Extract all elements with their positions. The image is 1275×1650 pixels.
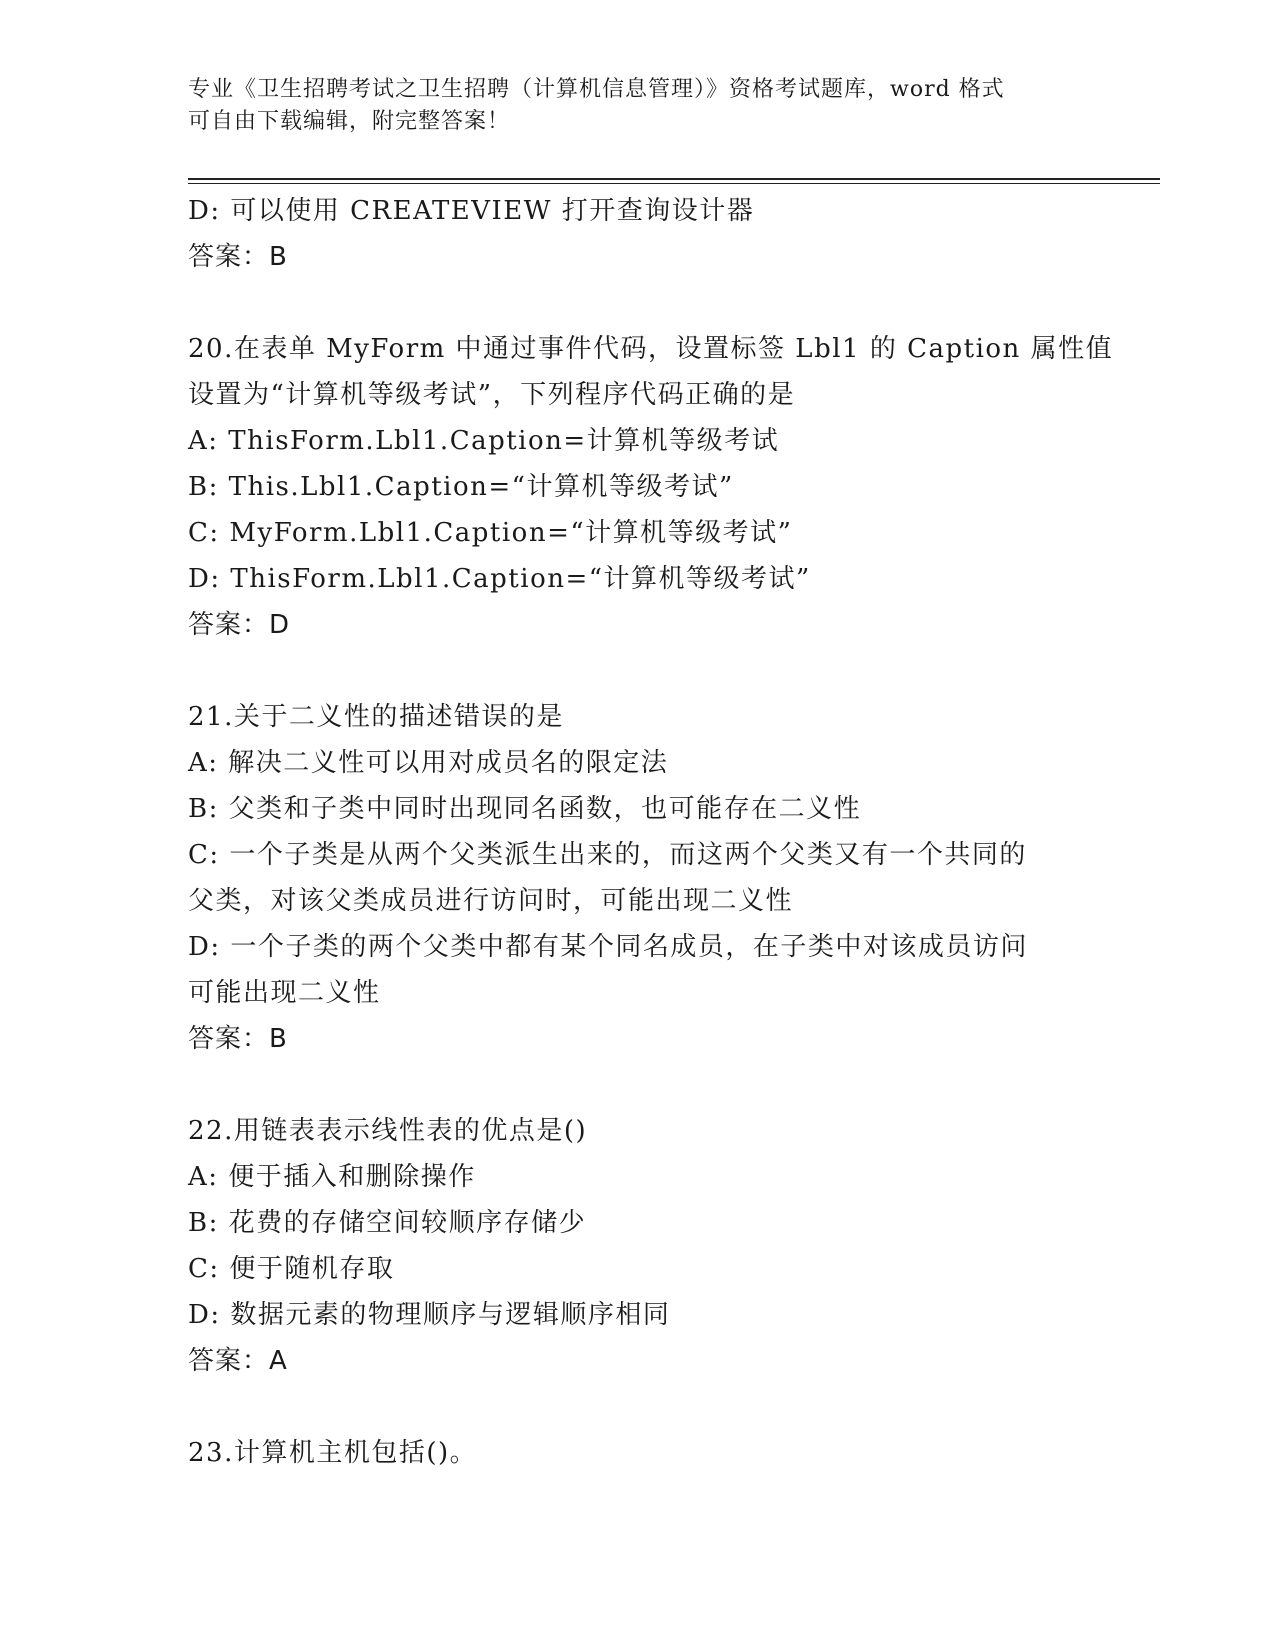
header-divider-thin	[188, 183, 1160, 184]
question-21	[188, 694, 1088, 1062]
question-21-option-c-2: 父类，对该父类成员进行访问时，可能出现二义性	[188, 886, 794, 916]
question-22-option-c: C: 便于随机存取	[188, 1254, 395, 1284]
question-20-option-d: D: ThisForm.Lbl1.Caption=“计算机等级考试”	[188, 564, 811, 594]
question-21-option-d-1: D: 一个子类的两个父类中都有某个同名成员，在子类中对该成员访问	[188, 932, 1028, 962]
question-21-stem: 21.关于二义性的描述错误的是	[188, 702, 564, 732]
question-21-option-b: B: 父类和子类中同时出现同名函数，也可能存在二义性	[188, 794, 862, 824]
spacer	[188, 1384, 1088, 1430]
question-list	[188, 188, 1114, 1476]
lead-option-d: D: 可以使用 CREATEVIEW 打开查询设计器	[188, 196, 755, 226]
question-20	[188, 326, 1114, 648]
lead-answer: 答案：B	[188, 242, 288, 272]
question-22-answer: 答案：A	[188, 1346, 288, 1376]
question-22	[188, 1108, 1088, 1384]
spacer	[188, 1062, 1088, 1108]
question-21-option-c-1: C: 一个子类是从两个父类派生出来的，而这两个父类又有一个共同的	[188, 840, 1027, 870]
question-20-stem-1: 20.在表单 MyForm 中通过事件代码，设置标签 Lbl1 的 Caption 属性值	[188, 334, 1114, 364]
question-22-option-a: A: 便于插入和删除操作	[188, 1162, 476, 1192]
question-21-option-a: A: 解决二义性可以用对成员名的限定法	[188, 748, 669, 778]
header-line-2: 可自由下载编辑，附完整答案！	[188, 109, 511, 134]
question-22-stem: 22.用链表表示线性表的优点是()	[188, 1116, 588, 1146]
spacer	[188, 648, 1088, 694]
header-divider-thick	[188, 178, 1160, 180]
question-21-option-d-2: 可能出现二义性	[188, 978, 381, 1008]
question-23	[188, 1430, 1088, 1476]
question-20-option-b: B: This.Lbl1.Caption=“计算机等级考试”	[188, 472, 734, 502]
question-20-stem-2: 设置为“计算机等级考试”，下列程序代码正确的是	[188, 380, 796, 410]
question-20-option-c: C: MyForm.Lbl1.Caption=“计算机等级考试”	[188, 518, 793, 548]
question-21-answer: 答案：B	[188, 1024, 288, 1054]
spacer	[188, 280, 1088, 326]
question-22-option-d: D: 数据元素的物理顺序与逻辑顺序相同	[188, 1300, 671, 1330]
question-22-option-b: B: 花费的存储空间较顺序存储少	[188, 1208, 587, 1238]
question-23-stem: 23.计算机主机包括()。	[188, 1438, 478, 1468]
question-20-answer: 答案：D	[188, 610, 291, 640]
header-line-1: 专业《卫生招聘考试之卫生招聘（计算机信息管理）》资格考试题库，word 格式	[188, 77, 1005, 102]
question-20-option-a: A: ThisForm.Lbl1.Caption=计算机等级考试	[188, 426, 780, 456]
document-header	[188, 74, 1068, 138]
